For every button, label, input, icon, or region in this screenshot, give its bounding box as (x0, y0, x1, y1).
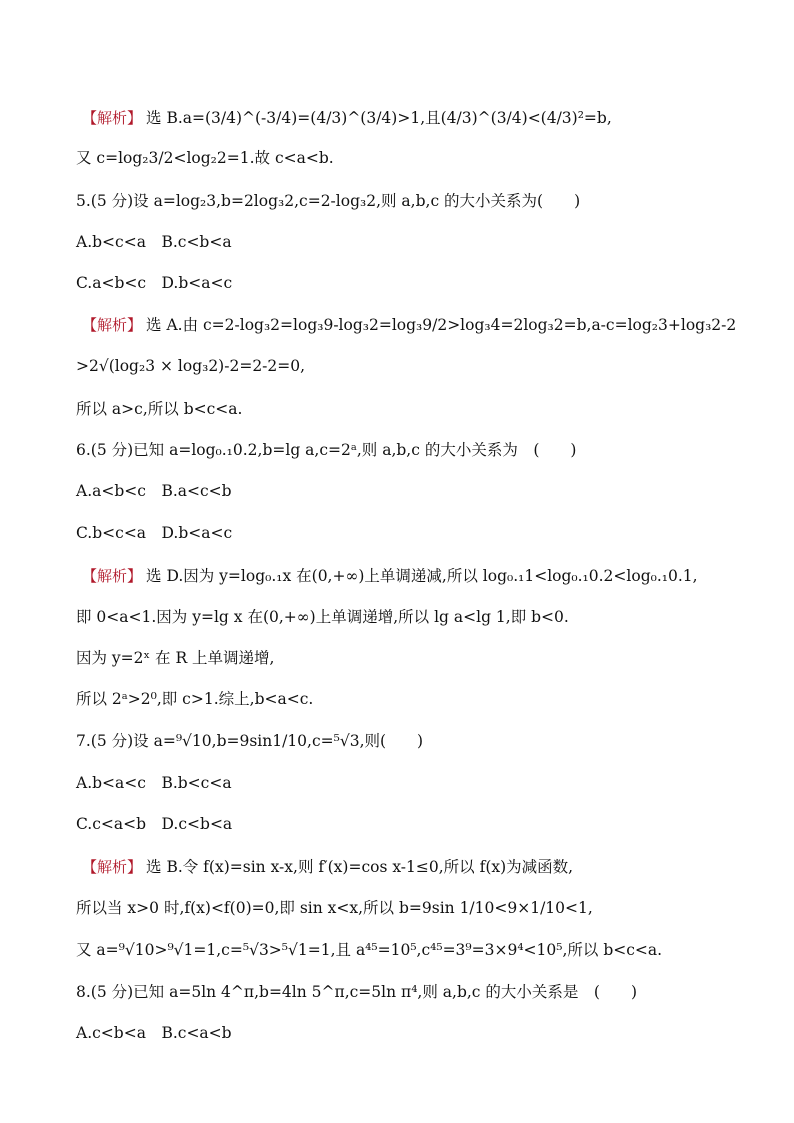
line-text: A.a<b<c B.a<c<b (76, 482, 232, 500)
line-text: A.c<b<a B.c<a<b (76, 1024, 232, 1042)
line-text: 7.(5 分)设 a=⁹√10,b=9sin1/10,c=⁵√3,则( ) (76, 732, 424, 750)
line-text: 选 B.令 f(x)=sin x-x,则 f′(x)=cos x-1≤0,所以 f(x)为减函数, (146, 858, 574, 876)
analysis-line (76, 564, 698, 588)
analysis-line (76, 313, 736, 337)
options-line (76, 521, 232, 545)
analysis-tag: 【解析】 (82, 316, 143, 334)
line-text: 6.(5 分)已知 a=log₀.₁0.2,b=lg a,c=2ᵃ,则 a,b,c 的大小关系为 ( ) (76, 441, 577, 459)
line-text: 选 A.由 c=2-log₃2=log₃9-log₃2=log₃9/2>log₃4=2log₃2=b,a-c=log₂3+log₃2-2 (146, 316, 737, 334)
text-line (76, 397, 242, 421)
options-line (76, 1021, 232, 1045)
line-text: A.b<c<a B.c<b<a (76, 233, 232, 251)
line-text: C.b<c<a D.b<a<c (76, 524, 233, 542)
line-text: 选 B.a=(3/4)^(-3/4)=(4/3)^(3/4)>1,且(4/3)^(3/4)<(4/3)²=b, (146, 109, 612, 127)
line-text: 因为 y=2ˣ 在 R 上单调递增, (76, 649, 275, 667)
text-line (76, 146, 334, 170)
question-6 (76, 438, 576, 462)
line-text: C.a<b<c D.b<a<c (76, 274, 233, 292)
question-7 (76, 729, 423, 753)
options-line (76, 479, 232, 503)
text-line (76, 687, 313, 711)
options-line (76, 271, 232, 295)
line-text: 即 0<a<1.因为 y=lg x 在(0,+∞)上单调递增,所以 lg a<lg 1,即 b<0. (76, 608, 569, 626)
analysis-tag: 【解析】 (82, 567, 143, 585)
text-line (76, 605, 569, 629)
text-line (76, 896, 593, 920)
analysis-line (76, 106, 612, 130)
line-text: 5.(5 分)设 a=log₂3,b=2log₃2,c=2-log₃2,则 a,b,c 的大小关系为( ) (76, 192, 581, 210)
text-line (76, 938, 662, 962)
line-text: A.b<a<c B.b<c<a (76, 774, 232, 792)
line-text: 所以当 x>0 时,f(x)<f(0)=0,即 sin x<x,所以 b=9sin 1/10<9×1/10<1, (76, 899, 593, 917)
analysis-line (76, 855, 573, 879)
options-line (76, 230, 232, 254)
options-line (76, 771, 232, 795)
line-text: >2√(log₂3 × log₃2)-2=2-2=0, (76, 357, 306, 375)
question-5 (76, 189, 580, 213)
text-line (76, 646, 274, 670)
analysis-tag: 【解析】 (82, 858, 143, 876)
line-text: 选 D.因为 y=log₀.₁x 在(0,+∞)上单调递减,所以 log₀.₁1<log₀.₁0.2<log₀.₁0.1, (146, 567, 698, 585)
line-text: 所以 a>c,所以 b<c<a. (76, 400, 243, 418)
line-text: 又 c=log₂3/2<log₂2=1.故 c<a<b. (76, 149, 334, 167)
line-text: 又 a=⁹√10>⁹√1=1,c=⁵√3>⁵√1=1,且 a⁴⁵=10⁵,c⁴⁵=3⁹=3×9⁴<10⁵,所以 b<c<a. (76, 941, 663, 959)
text-line (76, 354, 305, 378)
analysis-tag: 【解析】 (82, 109, 143, 127)
line-text: 8.(5 分)已知 a=5ln 4^π,b=4ln 5^π,c=5ln π⁴,则 a,b,c 的大小关系是 ( ) (76, 983, 637, 1001)
line-text: C.c<a<b D.c<b<a (76, 815, 233, 833)
question-8 (76, 980, 637, 1004)
options-line (76, 812, 232, 836)
line-text: 所以 2ᵃ>2⁰,即 c>1.综上,b<a<c. (76, 690, 314, 708)
